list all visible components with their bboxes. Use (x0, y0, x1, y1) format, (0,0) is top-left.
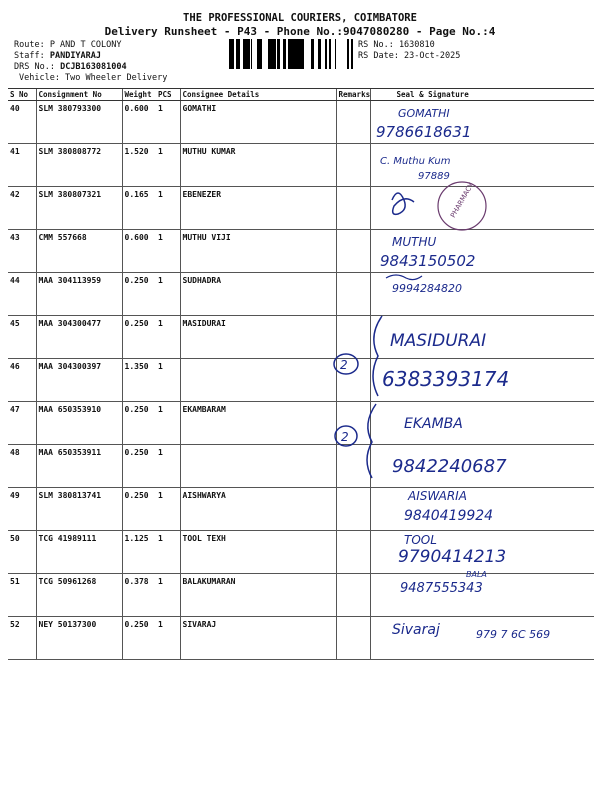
row-consignment: MAA 304113959 (36, 273, 122, 316)
row-consignment: MAA 650353910 (36, 402, 122, 445)
pharmacy-stamp-text: PHARMACY (449, 181, 476, 220)
row-sno: 44 (8, 273, 36, 316)
row-pcs: 1 (156, 359, 180, 402)
table-row (8, 445, 594, 488)
row-remarks (336, 574, 370, 617)
row-remarks (336, 445, 370, 488)
table-header-row (8, 89, 594, 101)
col-weight: Weight (122, 89, 156, 101)
handwriting-r41-name: C. Muthu Kum (380, 156, 451, 167)
barcode-bar (300, 39, 302, 69)
handwriting-r44-phone: 9994284820 (392, 282, 462, 295)
barcode-bar (296, 39, 297, 69)
barcode-bar (273, 39, 276, 69)
row-pcs: 1 (156, 187, 180, 230)
row-pcs: 1 (156, 230, 180, 273)
drs-line (14, 62, 127, 72)
barcode-bar (260, 39, 262, 69)
row-consignment: SLM 380807321 (36, 187, 122, 230)
table-row (8, 230, 594, 273)
table-row (8, 531, 594, 574)
table-row (8, 402, 594, 445)
row-consignment: NEY 50137300 (36, 617, 122, 660)
row-sno: 47 (8, 402, 36, 445)
row-seal (370, 402, 594, 445)
row-consignee: SUDHADRA (180, 273, 336, 316)
row-consignment: MAA 304300397 (36, 359, 122, 402)
row-remarks (336, 144, 370, 187)
row-pcs: 1 (156, 273, 180, 316)
handwriting-r51-phone: 9487555343 (400, 581, 483, 596)
row-weight: 0.165 (122, 187, 156, 230)
barcode-bar (257, 39, 259, 69)
row-sno: 46 (8, 359, 36, 402)
row-seal (370, 187, 594, 230)
row-weight: 0.250 (122, 316, 156, 359)
barcode-bar (259, 39, 260, 69)
row-remarks (336, 187, 370, 230)
row-consignee: BALAKUMARAN (180, 574, 336, 617)
col-pcs: PCS (156, 89, 180, 101)
barcode-bar (290, 39, 293, 69)
row-remarks (336, 402, 370, 445)
barcode-bar (283, 39, 286, 69)
row-pcs: 1 (156, 402, 180, 445)
handwriting-r50-phone: 9790414213 (398, 547, 507, 567)
barcode-bar (243, 39, 245, 69)
barcode-bar (245, 39, 248, 69)
row-sno: 45 (8, 316, 36, 359)
barcode-bar (302, 39, 304, 69)
row-weight: 0.600 (122, 101, 156, 144)
drs-label: DRS No.: (14, 62, 55, 72)
row-pcs: 1 (156, 144, 180, 187)
row-remarks (336, 230, 370, 273)
row-consignment: MAA 304300477 (36, 316, 122, 359)
row-remarks (336, 488, 370, 531)
barcode-bar (325, 39, 327, 69)
barcode-bar (297, 39, 300, 69)
table-row (8, 488, 594, 531)
staff-value: PANDIYARAJ (49, 51, 102, 61)
company-title: THE PROFESSIONAL COURIERS, COIMBATORE (183, 12, 417, 24)
handwriting-r45-name: MASIDURAI (390, 331, 487, 351)
row-weight: 1.350 (122, 359, 156, 402)
row-sno: 50 (8, 531, 36, 574)
row-seal (370, 531, 594, 574)
row-consignment: CMM 557668 (36, 230, 122, 273)
row-weight: 0.600 (122, 230, 156, 273)
row-consignment: SLM 380808772 (36, 144, 122, 187)
row-consignee: SIVARAJ (180, 617, 336, 660)
staff-label: Staff: (14, 51, 45, 61)
barcode-bar (233, 39, 234, 69)
table-row (8, 144, 594, 187)
route-label: Route: P AND T COLONY (14, 40, 122, 50)
row-seal (370, 316, 594, 359)
barcode-bar (277, 39, 280, 69)
handwriting-r40-name: GOMATHI (398, 107, 450, 120)
handwriting-r43-name: MUTHU (392, 235, 437, 249)
row-sno: 41 (8, 144, 36, 187)
barcode-bar (318, 39, 321, 69)
row-remarks (336, 316, 370, 359)
row-consignment: TCG 50961268 (36, 574, 122, 617)
barcode-bar (268, 39, 270, 69)
barcode-bar (248, 39, 250, 69)
handwriting-r50-name: TOOL (404, 533, 437, 547)
row-seal (370, 574, 594, 617)
row-weight: 1.125 (122, 531, 156, 574)
table-row (8, 359, 594, 402)
circled-count-r47-text: 2 (341, 430, 349, 444)
row-remarks (336, 273, 370, 316)
handwriting-r40-phone: 9786618631 (376, 123, 472, 141)
row-sno: 52 (8, 617, 36, 660)
row-consignee: MASIDURAI (180, 316, 336, 359)
vehicle-label: Vehicle: Two Wheeler Delivery (19, 73, 168, 83)
row-pcs: 1 (156, 574, 180, 617)
row-sno: 43 (8, 230, 36, 273)
barcode-bar (329, 39, 330, 69)
staff-line (14, 51, 101, 61)
barcode-bar (335, 39, 336, 69)
row-seal (370, 488, 594, 531)
rs-number: RS No.: 1630810 (358, 40, 435, 50)
barcode-bar (288, 39, 290, 69)
barcode-bar (311, 39, 314, 69)
row-weight: 0.250 (122, 488, 156, 531)
row-consignee: TOOL TEXH (180, 531, 336, 574)
handwriting-r43-phone: 9843150502 (380, 252, 476, 270)
row-weight: 0.250 (122, 273, 156, 316)
barcode-bar (352, 39, 353, 69)
row-weight: 0.378 (122, 574, 156, 617)
row-pcs: 1 (156, 531, 180, 574)
barcode-bar (231, 39, 233, 69)
row-consignee: MUTHU KUMAR (180, 144, 336, 187)
row-pcs: 1 (156, 445, 180, 488)
row-pcs: 1 (156, 316, 180, 359)
circled-count-r45-text: 2 (340, 358, 348, 372)
row-consignee: MUTHU VIJI (180, 230, 336, 273)
row-remarks (336, 617, 370, 660)
handwriting-r41-phone: 97889 (418, 171, 450, 182)
handwriting-r51-name: BALA (466, 570, 487, 579)
row-remarks (336, 531, 370, 574)
barcode-bar (229, 39, 231, 69)
row-weight: 0.250 (122, 617, 156, 660)
row-consignee: AISHWARYA (180, 488, 336, 531)
handwriting-r52-phone: 979 7 6C 569 (476, 628, 551, 641)
row-consignee (180, 445, 336, 488)
barcode-bar (351, 39, 352, 69)
table-row (8, 617, 594, 660)
row-consignee: EBENEZER (180, 187, 336, 230)
handwriting-r46-phone: 6383393174 (382, 367, 510, 391)
row-weight: 0.250 (122, 445, 156, 488)
row-seal (370, 359, 594, 402)
row-seal (370, 445, 594, 488)
row-pcs: 1 (156, 617, 180, 660)
row-pcs: 1 (156, 101, 180, 144)
row-seal (370, 101, 594, 144)
runsheet-table (8, 88, 594, 660)
table-row (8, 273, 594, 316)
barcode-bar (270, 39, 273, 69)
row-consignee: EKAMBARAM (180, 402, 336, 445)
table-row (8, 101, 594, 144)
row-consignment: TCG 41989111 (36, 531, 122, 574)
barcode-bar (239, 39, 240, 69)
col-remarks: Remarks (336, 89, 370, 101)
row-sno: 40 (8, 101, 36, 144)
handwriting-r48-phone: 9842240687 (392, 456, 507, 477)
barcode-bar (236, 39, 239, 69)
barcode-bar (347, 39, 349, 69)
row-seal (370, 230, 594, 273)
table-row (8, 574, 594, 617)
row-seal (370, 144, 594, 187)
col-sno: S No (8, 89, 36, 101)
handwriting-r52-name: Sivaraj (392, 622, 440, 638)
row-weight: 1.520 (122, 144, 156, 187)
barcode-bar (330, 39, 331, 69)
row-seal (370, 273, 594, 316)
row-remarks (336, 359, 370, 402)
col-seal: Seal & Signature (370, 89, 594, 101)
row-sno: 51 (8, 574, 36, 617)
barcode-bar (251, 39, 252, 69)
row-sno: 49 (8, 488, 36, 531)
runsheet-subtitle: Delivery Runsheet - P43 - Phone No.:9047080280 - Page No.:4 (104, 25, 496, 38)
row-remarks (336, 101, 370, 144)
row-consignment: MAA 650353911 (36, 445, 122, 488)
row-consignment: SLM 380793300 (36, 101, 122, 144)
handwriting-r47-name: EKAMBA (404, 416, 463, 432)
row-pcs: 1 (156, 488, 180, 531)
drs-value: DCJB163081004 (60, 62, 127, 72)
row-weight: 0.250 (122, 402, 156, 445)
row-consignment: SLM 380813741 (36, 488, 122, 531)
handwriting-r49-phone: 9840419924 (404, 508, 494, 524)
row-sno: 48 (8, 445, 36, 488)
col-consignment: Consignment No (36, 89, 122, 101)
col-consignee: Consignee Details (180, 89, 336, 101)
row-consignee: GOMATHI (180, 101, 336, 144)
barcode (229, 39, 353, 69)
barcode-bar (293, 39, 296, 69)
rs-date: RS Date: 23-Oct-2025 (358, 51, 461, 61)
handwriting-r49-name: AISWARIA (408, 489, 467, 503)
table-row (8, 187, 594, 230)
table-row (8, 316, 594, 359)
row-consignee (180, 359, 336, 402)
row-seal (370, 617, 594, 660)
row-sno: 42 (8, 187, 36, 230)
